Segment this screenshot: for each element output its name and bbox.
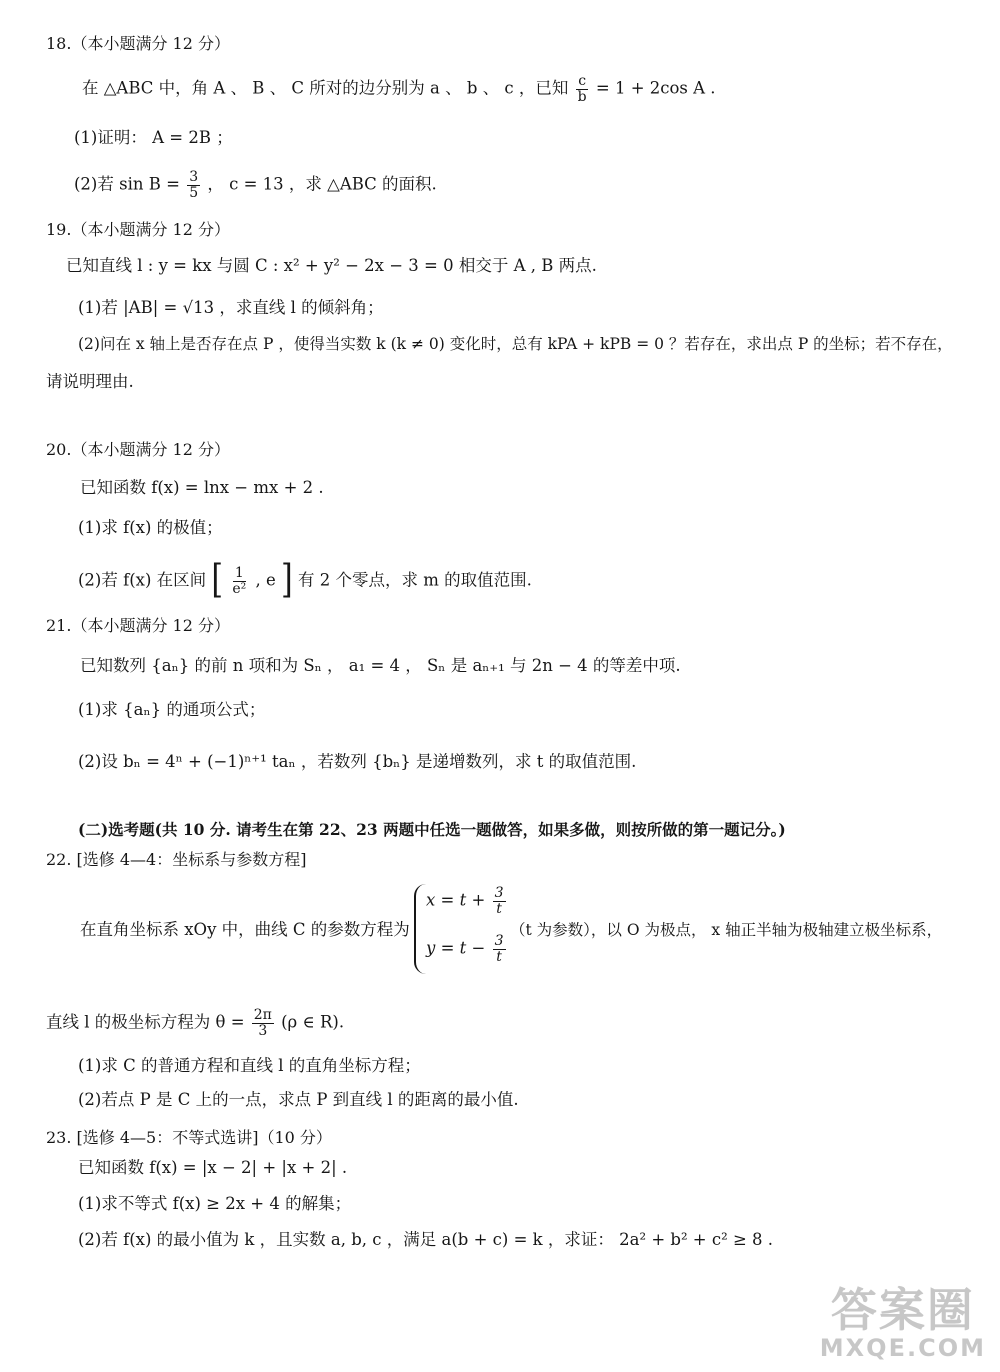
q23-header: 23. [选修 4—5：不等式选讲]（10 分）: [46, 1128, 332, 1147]
q23-part1: (1)求不等式 f(x) ≥ 2x + 4 的解集；: [78, 1194, 352, 1213]
q22-header: 22. [选修 4—4：坐标系与参数方程]: [46, 850, 307, 869]
q22-line2-text: 直线 l 的极坐标方程为 θ =: [46, 1012, 245, 1032]
q18-stem-fraction-num: c: [578, 73, 587, 89]
q22-equation-x-lhs: x = t +: [426, 890, 486, 910]
q20-header: 20.（本小题满分 12 分）: [46, 440, 230, 459]
q19-part1: (1)若 |AB| = √13 ，求直线 l 的倾斜角；: [78, 298, 384, 317]
section-2-instructions: (二)选考题(共 10 分. 请考生在第 22、23 两题中任选一题做答，如果多做，则按所做的第一题记分。): [78, 820, 786, 839]
q20-part2-tail: 有 2 个零点，求 m 的取值范围.: [298, 570, 532, 590]
q18-stem-text: 在 △ABC 中，角 A 、 B 、 C 所对的边分别为 a 、 b 、 c ，已知: [82, 78, 569, 98]
q20-part1: (1)求 f(x) 的极值；: [78, 518, 223, 537]
q22-line2-fraction: [252, 1008, 274, 1038]
q22-stem-post: （t 为参数），以 O 为极点， x 轴正半轴为极轴建立极坐标系，: [510, 921, 943, 939]
q18-stem: [82, 74, 716, 104]
q18-stem-fraction-den: b: [577, 88, 587, 105]
watermark-url: MXQE.COM: [819, 1334, 986, 1362]
q21-part1: (1)求 {aₙ} 的通项公式；: [78, 700, 266, 719]
q22-line2-fraction-num: 2π: [253, 1007, 272, 1023]
q18-part2: [74, 170, 437, 200]
left-bracket: [: [211, 557, 224, 604]
q23-stem: 已知函数 f(x) = |x − 2| + |x + 2| .: [78, 1158, 348, 1177]
q23-part2: (2)若 f(x) 的最小值为 k ，且实数 a, b, c ，满足 a(b + c) = k ，求证： 2a² + b² + c² ≥ 8 .: [78, 1230, 774, 1249]
q22-part2: (2)若点 P 是 C 上的一点，求点 P 到直线 l 的距离的最小值.: [78, 1090, 519, 1109]
q18-header: 18.（本小题满分 12 分）: [46, 34, 230, 53]
q21-header: 21.（本小题满分 12 分）: [46, 616, 230, 635]
q22-equation-x-fraction: [493, 886, 506, 916]
q21-stem: 已知数列 {aₙ} 的前 n 项和为 Sₙ ， a₁ = 4 ， Sₙ 是 aₙ₊₁ 与 2n − 4 的等差中项.: [80, 656, 681, 675]
q20-interval-right: , e: [255, 570, 276, 590]
q18-part2-tail: ， c = 13 ，求 △ABC 的面积.: [207, 174, 437, 194]
q20-interval-fraction-den: e²: [232, 580, 247, 597]
q19-stem: 已知直线 l : y = kx 与圆 C : x² + y² − 2x − 3 = 0 相交于 A , B 两点.: [66, 256, 597, 275]
q22-part1: (1)求 C 的普通方程和直线 l 的直角坐标方程；: [78, 1056, 421, 1075]
q20-part2: [78, 557, 532, 604]
q22-equation-y-num: 3: [494, 933, 504, 949]
q18-part1: (1)证明： A = 2B ；: [74, 128, 233, 147]
q22-line2: [46, 1008, 344, 1038]
q19-part2-line1: (2)问在 x 轴上是否存在点 P ，使得当实数 k (k ≠ 0) 变化时，总有 kPA + kPB = 0 ？若存在，求出点 P 的坐标；若不存在，: [78, 335, 953, 353]
q18-part2-fraction-num: 3: [189, 169, 199, 185]
q22-equation-y-den: t: [496, 948, 502, 965]
q18-stem-fraction: [576, 74, 589, 104]
q22-line2-fraction-den: 3: [258, 1022, 268, 1039]
watermark-logo: 答案圈: [830, 1283, 975, 1337]
q22-equation-x-den: t: [496, 900, 502, 917]
q22-equation-y-fraction: [493, 934, 506, 964]
watermark: [820, 1274, 986, 1362]
q20-interval-fraction-num: 1: [234, 565, 244, 581]
right-bracket: ]: [281, 557, 293, 604]
q18-stem-tail: = 1 + 2cos A .: [595, 78, 716, 98]
q22-equation-x: [426, 886, 508, 916]
q20-stem: 已知函数 f(x) = lnx − mx + 2 .: [80, 478, 324, 497]
q21-part2: (2)设 bₙ = 4ⁿ + (−1)ⁿ⁺¹ taₙ ，若数列 {bₙ} 是递增数列，求 t 的取值范围.: [78, 752, 637, 771]
q22-equation-y: [426, 934, 508, 964]
q20-interval-fraction: [230, 566, 248, 596]
q22-stem-pre: 在直角坐标系 xOy 中，曲线 C 的参数方程为: [80, 920, 410, 939]
q22-equation-x-num: 3: [494, 885, 504, 901]
q22-parametric-system: [414, 884, 506, 974]
q20-part2-text: (2)若 f(x) 在区间: [78, 570, 207, 590]
q22-equation-y-lhs: y = t −: [426, 938, 486, 958]
q22-line2-tail: (ρ ∈ R).: [281, 1012, 345, 1032]
q19-header: 19.（本小题满分 12 分）: [46, 220, 230, 239]
q18-part2-fraction: [187, 170, 200, 200]
q19-part2-line2: 请说明理由.: [46, 372, 134, 391]
q18-part2-text: (2)若 sin B =: [74, 174, 180, 194]
q18-part2-fraction-den: 5: [189, 184, 199, 201]
